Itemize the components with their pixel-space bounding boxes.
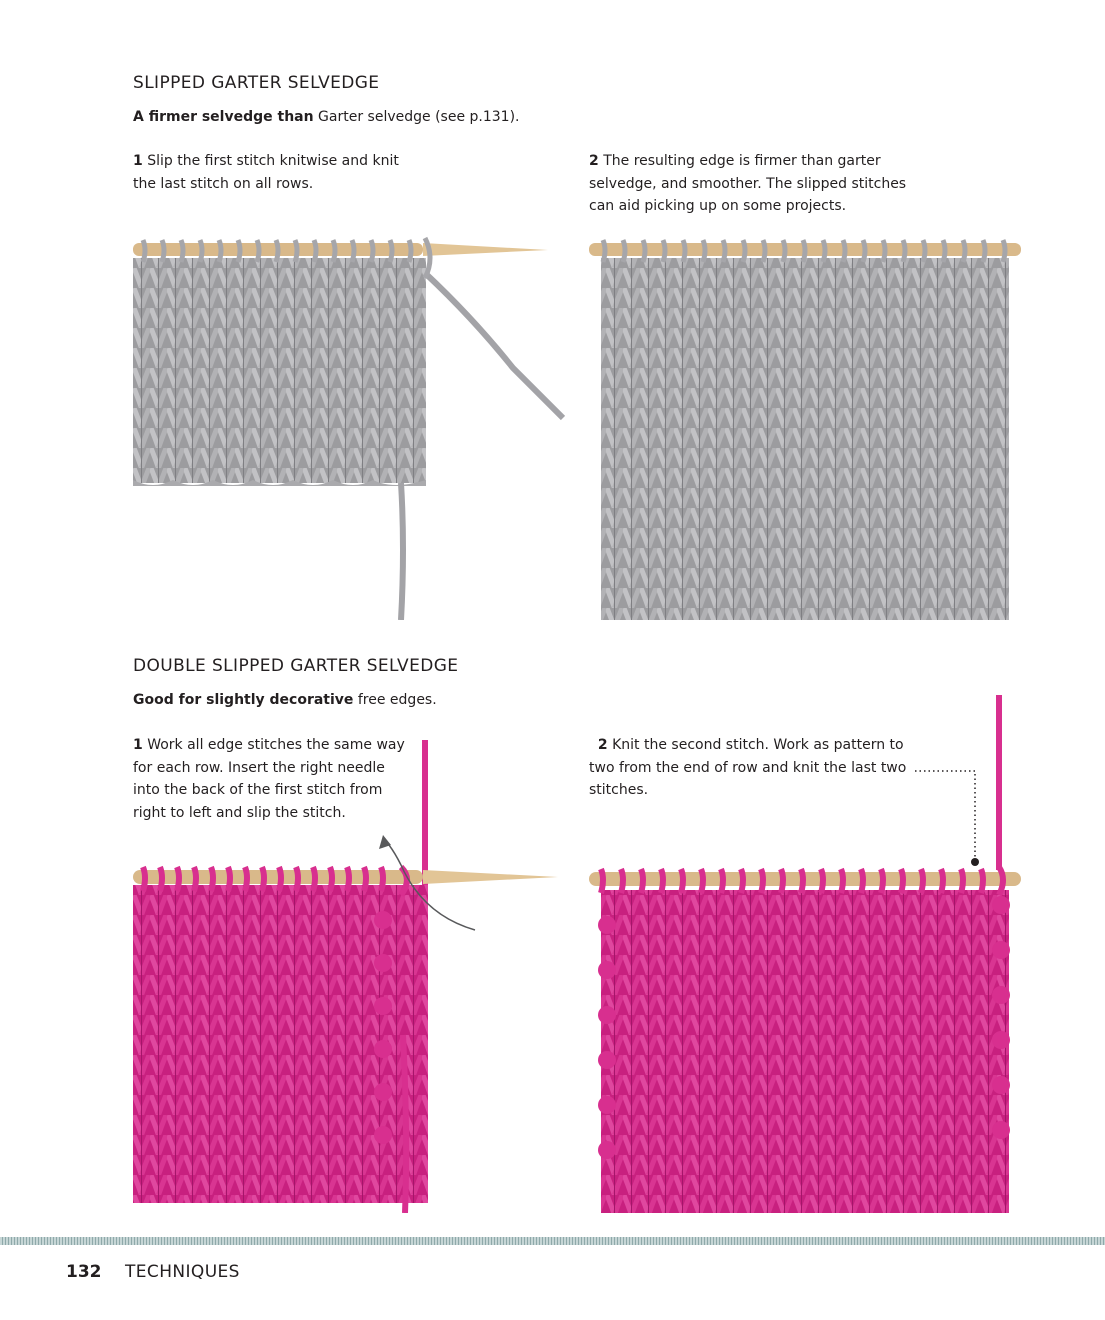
leader-line bbox=[915, 771, 975, 861]
intro-text: free edges. bbox=[357, 692, 437, 708]
step-1-caption bbox=[133, 150, 403, 195]
swatch-photo-pink-step2 bbox=[589, 695, 1021, 1213]
step-2-caption bbox=[589, 150, 934, 218]
step-text: The resulting edge is firmer than garter selvedge, and smoother. The slipped stitches can aid picking up on some projects. bbox=[589, 153, 907, 214]
footer-rule bbox=[0, 1237, 1105, 1245]
leader-dot bbox=[971, 858, 979, 866]
section-intro bbox=[133, 692, 437, 708]
section-intro bbox=[133, 109, 519, 125]
section-heading-double-slipped-garter: DOUBLE SLIPPED GARTER SELVEDGE bbox=[133, 656, 459, 676]
section-heading-slipped-garter: SLIPPED GARTER SELVEDGE bbox=[133, 73, 380, 93]
intro-bold: Good for slightly decorative bbox=[133, 692, 354, 708]
swatch-photo-grey-step2 bbox=[589, 228, 1021, 620]
chapter-name: TECHNIQUES bbox=[125, 1262, 240, 1282]
intro-bold: A firmer selvedge than bbox=[133, 109, 314, 125]
swatch-photo-grey-step1 bbox=[133, 228, 568, 620]
step-number: 2 bbox=[597, 737, 608, 753]
step-text: Knit the second stitch. Work as pattern to two from the end of row and knit the last two stitches. bbox=[589, 737, 907, 798]
step-text: Slip the first stitch knitwise and knit the last stitch on all rows. bbox=[133, 153, 399, 192]
step-number: 2 bbox=[589, 153, 599, 169]
step-number: 1 bbox=[133, 737, 143, 753]
step-number: 1 bbox=[133, 153, 143, 169]
intro-text: Garter selvedge (see p.131). bbox=[318, 109, 520, 125]
step-text: Work all edge stitches the same way for each row. Insert the right needle into the back of the first stitch from right to left and slip the stitch. bbox=[133, 737, 405, 821]
page-number: 132 bbox=[66, 1262, 102, 1282]
swatch-photo-pink-step1 bbox=[133, 735, 568, 1213]
